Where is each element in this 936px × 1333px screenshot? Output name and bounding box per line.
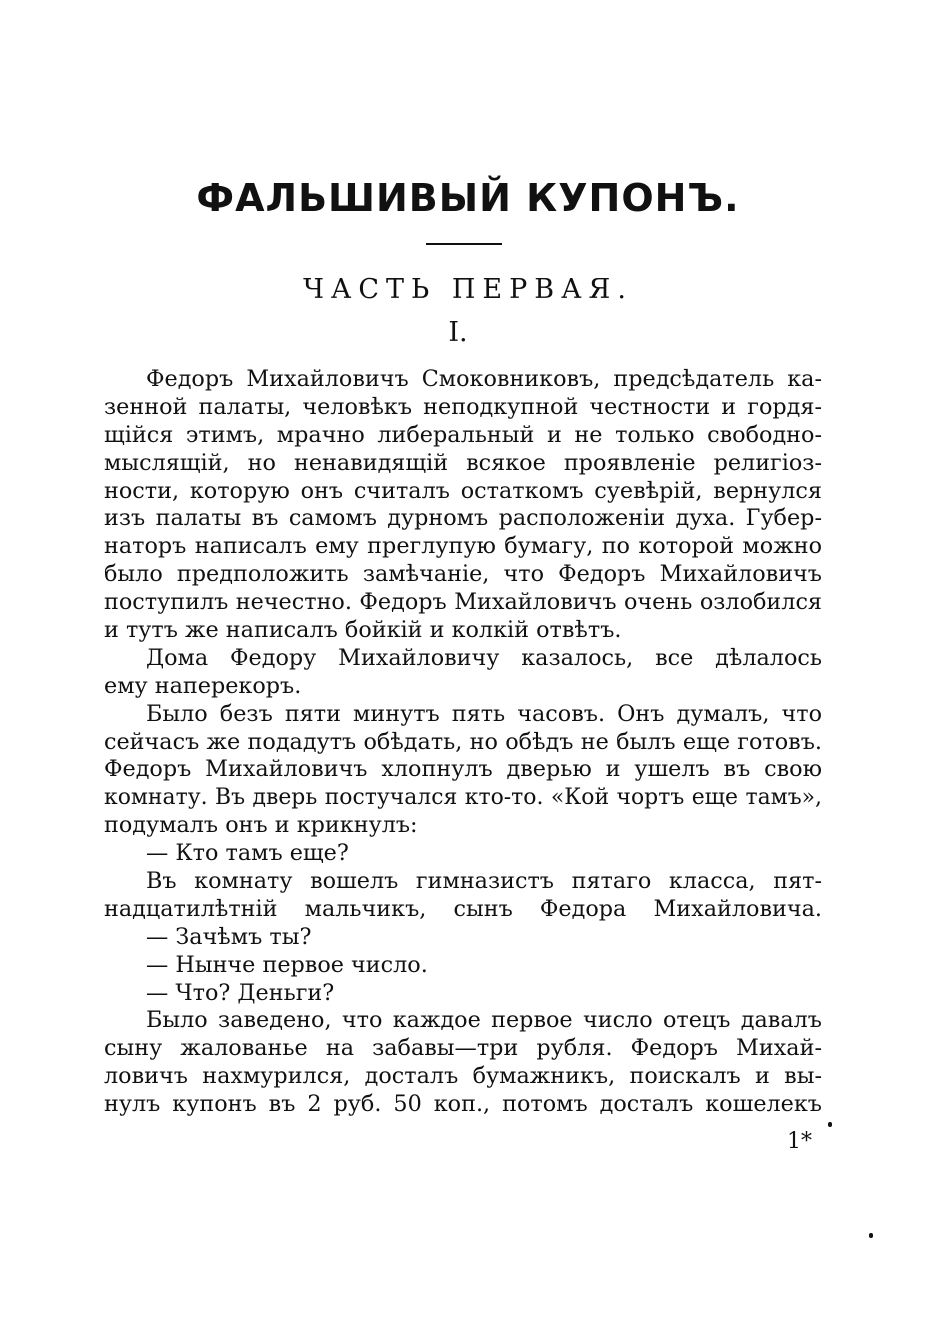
text-line: сейчасъ же подадутъ обѣдать, но обѣдъ не былъ еще готовъ. [104, 728, 822, 755]
title-divider [426, 243, 502, 245]
text-line: — Что? Деньги? [146, 979, 335, 1006]
ink-speck [869, 1233, 873, 1238]
text-line: нулъ купонъ въ 2 руб. 50 коп., потомъ досталъ кошелекъ [104, 1091, 822, 1118]
text-line: Федоръ Михайловичъ Смоковниковъ, предсѣдатель ка- [146, 366, 822, 392]
ink-speck [828, 1122, 832, 1127]
text-line: — Зачѣмъ ты? [146, 923, 312, 950]
story-title: ФАЛЬШИВЫЙ КУПОНЪ. [196, 176, 740, 220]
text-line: зенной палаты, человѣкъ неподкупной честности и гордя- [104, 393, 822, 420]
text-line: Было безъ пяти минутъ пять часовъ. Онъ думалъ, что [146, 700, 822, 727]
text-line: наторъ написалъ ему преглупую бумагу, по которой можно [104, 533, 822, 560]
text-line: комнату. Въ дверь постучался кто-то. «Кой чортъ еще тамъ», [104, 785, 822, 811]
text-line: мыслящій, но ненавидящій всякое проявленіе религіоз- [104, 449, 822, 476]
text-line: ности, которую онъ считалъ остаткомъ суевѣрій, вернулся [104, 477, 822, 504]
text-line: — Нынче первое число. [146, 951, 428, 978]
text-line: подумалъ онъ и крикнулъ: [104, 812, 418, 839]
page-number: 1* [787, 1129, 812, 1154]
body-text [104, 366, 822, 1119]
text-line: Было заведено, что каждое первое число отецъ давалъ [146, 1007, 822, 1034]
text-line: изъ палаты въ самомъ дурномъ расположеніи духа. Губер- [104, 505, 822, 532]
text-line: щійся этимъ, мрачно либеральный и не только свободно- [104, 421, 822, 448]
text-line: поступилъ нечестно. Федоръ Михайловичъ очень озлобился [104, 589, 822, 616]
chapter-number: I. [448, 317, 468, 348]
text-line: ему наперекоръ. [104, 672, 302, 699]
text-line: и тутъ же написалъ бойкій и колкій отвѣтъ. [104, 617, 622, 644]
text-line: ловичъ нахмурился, досталъ бумажникъ, поискалъ и вы- [104, 1063, 822, 1090]
text-line: Дома Федору Михайловичу казалось, все дѣлалось [146, 644, 822, 671]
text-line: Въ комнату вошелъ гимназистъ пятаго класса, пят- [146, 868, 822, 895]
part-heading: ЧАСТЬ ПЕРВАЯ. [303, 274, 633, 305]
text-line: — Кто тамъ еще? [146, 840, 349, 867]
text-line: надцатилѣтній мальчикъ, сынъ Федора Михайловича. [104, 895, 822, 922]
text-line: сыну жалованье на забавы—три рубля. Федоръ Михай- [104, 1035, 822, 1062]
text-line: было предположить замѣчаніе, что Федоръ Михайловичъ [104, 561, 822, 588]
text-line: Федоръ Михайловичъ хлопнулъ дверью и ушелъ въ свою [104, 756, 822, 783]
